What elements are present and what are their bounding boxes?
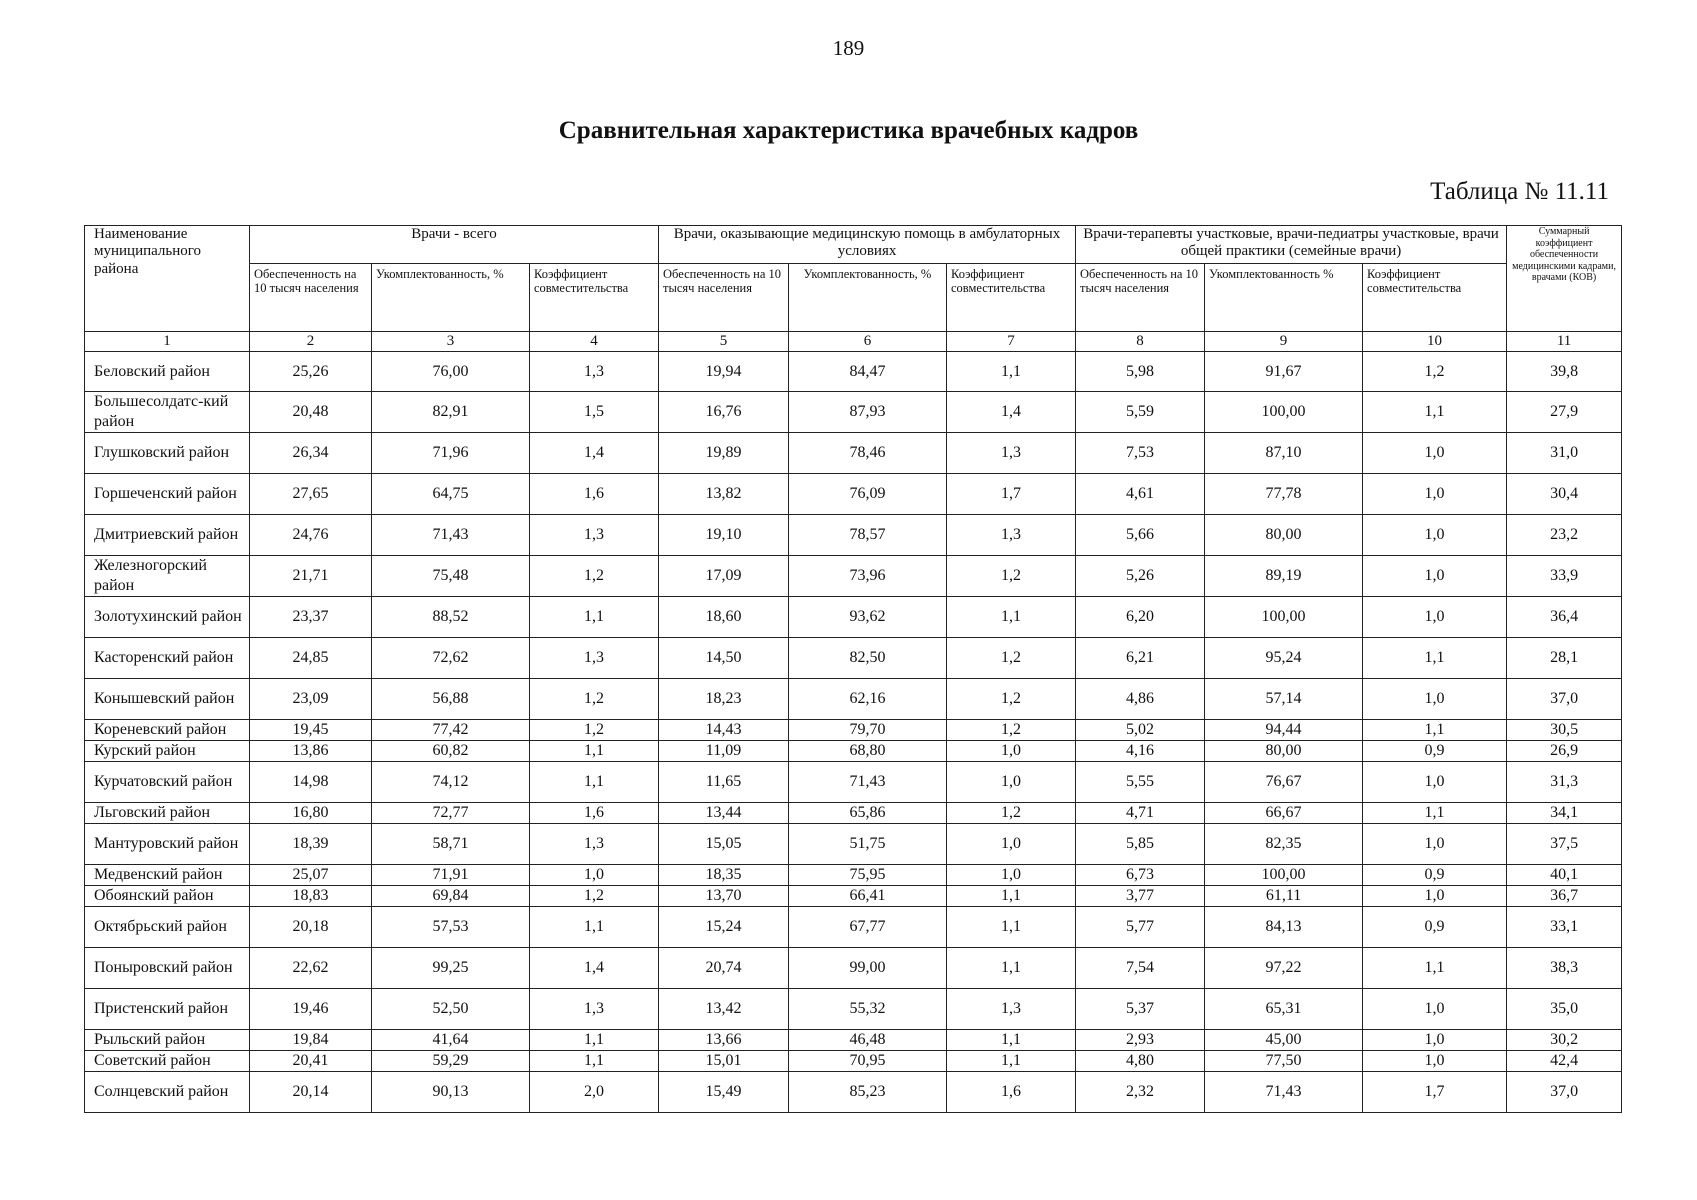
value-cell: 14,98 bbox=[250, 762, 372, 803]
value-cell: 1,6 bbox=[530, 474, 659, 515]
value-cell: 2,93 bbox=[1076, 1030, 1205, 1051]
value-cell: 1,7 bbox=[1363, 1072, 1507, 1113]
value-cell: 7,53 bbox=[1076, 433, 1205, 474]
value-cell: 1,2 bbox=[530, 720, 659, 741]
value-cell: 1,2 bbox=[947, 720, 1076, 741]
value-cell: 1,0 bbox=[1363, 1051, 1507, 1072]
value-cell: 77,50 bbox=[1205, 1051, 1363, 1072]
value-cell: 24,76 bbox=[250, 515, 372, 556]
district-name-cell: Мантуровский район bbox=[85, 824, 250, 865]
value-cell: 18,83 bbox=[250, 886, 372, 907]
value-cell: 1,1 bbox=[1363, 638, 1507, 679]
value-cell: 5,02 bbox=[1076, 720, 1205, 741]
table-row bbox=[85, 907, 1622, 948]
value-cell: 30,4 bbox=[1507, 474, 1622, 515]
value-cell: 18,39 bbox=[250, 824, 372, 865]
value-cell: 1,0 bbox=[1363, 597, 1507, 638]
value-cell: 72,62 bbox=[372, 638, 530, 679]
value-cell: 1,0 bbox=[947, 762, 1076, 803]
table-row bbox=[85, 803, 1622, 824]
value-cell: 27,65 bbox=[250, 474, 372, 515]
value-cell: 1,1 bbox=[530, 741, 659, 762]
value-cell: 5,98 bbox=[1076, 352, 1205, 392]
value-cell: 77,42 bbox=[372, 720, 530, 741]
value-cell: 20,18 bbox=[250, 907, 372, 948]
value-cell: 11,65 bbox=[659, 762, 789, 803]
table-row bbox=[85, 1051, 1622, 1072]
value-cell: 34,1 bbox=[1507, 803, 1622, 824]
subheader-coverage: Обеспеченность на 10 тысяч населения bbox=[659, 264, 789, 332]
value-cell: 3,77 bbox=[1076, 886, 1205, 907]
value-cell: 1,1 bbox=[947, 352, 1076, 392]
value-cell: 20,41 bbox=[250, 1051, 372, 1072]
subheader-staffing: Укомплектованность % bbox=[1205, 264, 1363, 332]
column-number: 9 bbox=[1205, 332, 1363, 352]
value-cell: 1,4 bbox=[530, 433, 659, 474]
value-cell: 1,0 bbox=[530, 865, 659, 886]
value-cell: 26,9 bbox=[1507, 741, 1622, 762]
table-row bbox=[85, 824, 1622, 865]
value-cell: 73,96 bbox=[789, 556, 947, 597]
value-cell: 1,0 bbox=[1363, 679, 1507, 720]
value-cell: 1,1 bbox=[530, 762, 659, 803]
value-cell: 93,62 bbox=[789, 597, 947, 638]
header-group-outpatient-doctors: Врачи, оказывающие медицинскую помощь в амбулаторных условиях bbox=[659, 226, 1076, 264]
value-cell: 1,0 bbox=[947, 824, 1076, 865]
value-cell: 24,85 bbox=[250, 638, 372, 679]
value-cell: 60,82 bbox=[372, 741, 530, 762]
value-cell: 15,49 bbox=[659, 1072, 789, 1113]
subheader-combination-ratio: Коэффициент совместительства bbox=[947, 264, 1076, 332]
value-cell: 33,1 bbox=[1507, 907, 1622, 948]
district-name-cell: Горшеченский район bbox=[85, 474, 250, 515]
value-cell: 1,3 bbox=[530, 824, 659, 865]
value-cell: 1,1 bbox=[530, 907, 659, 948]
value-cell: 1,1 bbox=[947, 1051, 1076, 1072]
value-cell: 37,0 bbox=[1507, 1072, 1622, 1113]
value-cell: 5,55 bbox=[1076, 762, 1205, 803]
value-cell: 1,1 bbox=[947, 597, 1076, 638]
value-cell: 30,2 bbox=[1507, 1030, 1622, 1051]
district-name-cell: Льговский район bbox=[85, 803, 250, 824]
value-cell: 15,01 bbox=[659, 1051, 789, 1072]
column-number: 6 bbox=[789, 332, 947, 352]
value-cell: 18,35 bbox=[659, 865, 789, 886]
value-cell: 71,91 bbox=[372, 865, 530, 886]
value-cell: 11,09 bbox=[659, 741, 789, 762]
value-cell: 75,48 bbox=[372, 556, 530, 597]
value-cell: 33,9 bbox=[1507, 556, 1622, 597]
value-cell: 22,62 bbox=[250, 948, 372, 989]
value-cell: 1,0 bbox=[947, 865, 1076, 886]
value-cell: 15,05 bbox=[659, 824, 789, 865]
value-cell: 76,67 bbox=[1205, 762, 1363, 803]
value-cell: 80,00 bbox=[1205, 741, 1363, 762]
value-cell: 19,10 bbox=[659, 515, 789, 556]
value-cell: 1,3 bbox=[947, 515, 1076, 556]
district-name-cell: Конышевский район bbox=[85, 679, 250, 720]
value-cell: 87,93 bbox=[789, 392, 947, 433]
value-cell: 19,89 bbox=[659, 433, 789, 474]
value-cell: 13,44 bbox=[659, 803, 789, 824]
value-cell: 20,14 bbox=[250, 1072, 372, 1113]
value-cell: 2,32 bbox=[1076, 1072, 1205, 1113]
value-cell: 1,1 bbox=[1363, 720, 1507, 741]
value-cell: 61,11 bbox=[1205, 886, 1363, 907]
value-cell: 56,88 bbox=[372, 679, 530, 720]
column-number: 11 bbox=[1507, 332, 1622, 352]
value-cell: 91,67 bbox=[1205, 352, 1363, 392]
value-cell: 1,1 bbox=[1363, 948, 1507, 989]
value-cell: 40,1 bbox=[1507, 865, 1622, 886]
value-cell: 1,6 bbox=[530, 803, 659, 824]
value-cell: 1,2 bbox=[947, 638, 1076, 679]
value-cell: 1,2 bbox=[530, 886, 659, 907]
value-cell: 76,00 bbox=[372, 352, 530, 392]
value-cell: 1,4 bbox=[947, 392, 1076, 433]
value-cell: 26,34 bbox=[250, 433, 372, 474]
value-cell: 1,3 bbox=[530, 515, 659, 556]
value-cell: 94,44 bbox=[1205, 720, 1363, 741]
value-cell: 1,1 bbox=[947, 1030, 1076, 1051]
value-cell: 5,59 bbox=[1076, 392, 1205, 433]
value-cell: 1,0 bbox=[1363, 886, 1507, 907]
value-cell: 4,71 bbox=[1076, 803, 1205, 824]
value-cell: 13,66 bbox=[659, 1030, 789, 1051]
value-cell: 4,86 bbox=[1076, 679, 1205, 720]
value-cell: 4,61 bbox=[1076, 474, 1205, 515]
value-cell: 13,70 bbox=[659, 886, 789, 907]
value-cell: 99,25 bbox=[372, 948, 530, 989]
value-cell: 82,50 bbox=[789, 638, 947, 679]
value-cell: 1,3 bbox=[530, 989, 659, 1030]
district-name-cell: Курский район bbox=[85, 741, 250, 762]
value-cell: 36,4 bbox=[1507, 597, 1622, 638]
subheader-staffing: Укомплектованность, % bbox=[372, 264, 530, 332]
column-number: 3 bbox=[372, 332, 530, 352]
value-cell: 6,73 bbox=[1076, 865, 1205, 886]
table-row bbox=[85, 556, 1622, 597]
value-cell: 1,0 bbox=[1363, 474, 1507, 515]
district-name-cell: Железногорский район bbox=[85, 556, 250, 597]
value-cell: 1,2 bbox=[1363, 352, 1507, 392]
column-number: 7 bbox=[947, 332, 1076, 352]
value-cell: 64,75 bbox=[372, 474, 530, 515]
value-cell: 35,0 bbox=[1507, 989, 1622, 1030]
value-cell: 76,09 bbox=[789, 474, 947, 515]
value-cell: 46,48 bbox=[789, 1030, 947, 1051]
value-cell: 59,29 bbox=[372, 1051, 530, 1072]
value-cell: 1,0 bbox=[1363, 433, 1507, 474]
subheader-coverage: Обеспеченность на 10 тысяч населения bbox=[250, 264, 372, 332]
value-cell: 25,07 bbox=[250, 865, 372, 886]
value-cell: 13,86 bbox=[250, 741, 372, 762]
staffing-table bbox=[84, 225, 1622, 1113]
value-cell: 1,2 bbox=[947, 556, 1076, 597]
value-cell: 1,1 bbox=[530, 1051, 659, 1072]
value-cell: 1,0 bbox=[1363, 989, 1507, 1030]
value-cell: 2,0 bbox=[530, 1072, 659, 1113]
value-cell: 1,3 bbox=[530, 638, 659, 679]
value-cell: 90,13 bbox=[372, 1072, 530, 1113]
value-cell: 62,16 bbox=[789, 679, 947, 720]
value-cell: 65,86 bbox=[789, 803, 947, 824]
value-cell: 23,09 bbox=[250, 679, 372, 720]
value-cell: 36,7 bbox=[1507, 886, 1622, 907]
value-cell: 37,0 bbox=[1507, 679, 1622, 720]
value-cell: 100,00 bbox=[1205, 392, 1363, 433]
document-title: Сравнительная характеристика врачебных кадров bbox=[558, 117, 1139, 144]
value-cell: 69,84 bbox=[372, 886, 530, 907]
value-cell: 100,00 bbox=[1205, 865, 1363, 886]
subheader-combination-ratio: Коэффициент совместительства bbox=[530, 264, 659, 332]
district-name-cell: Золотухинский район bbox=[85, 597, 250, 638]
value-cell: 0,9 bbox=[1363, 741, 1507, 762]
district-name-cell: Солнцевский район bbox=[85, 1072, 250, 1113]
value-cell: 1,1 bbox=[1363, 392, 1507, 433]
value-cell: 89,19 bbox=[1205, 556, 1363, 597]
value-cell: 25,26 bbox=[250, 352, 372, 392]
value-cell: 1,6 bbox=[947, 1072, 1076, 1113]
value-cell: 18,23 bbox=[659, 679, 789, 720]
district-name-cell: Большесолдатс-кий район bbox=[85, 392, 250, 433]
table-row bbox=[85, 741, 1622, 762]
value-cell: 82,91 bbox=[372, 392, 530, 433]
value-cell: 71,96 bbox=[372, 433, 530, 474]
value-cell: 1,7 bbox=[947, 474, 1076, 515]
header-district-name: Наименование муниципального района bbox=[85, 226, 250, 332]
table-row bbox=[85, 474, 1622, 515]
table-body bbox=[85, 352, 1622, 1113]
value-cell: 1,0 bbox=[1363, 515, 1507, 556]
value-cell: 0,9 bbox=[1363, 865, 1507, 886]
value-cell: 31,0 bbox=[1507, 433, 1622, 474]
value-cell: 15,24 bbox=[659, 907, 789, 948]
value-cell: 1,0 bbox=[1363, 1030, 1507, 1051]
value-cell: 5,85 bbox=[1076, 824, 1205, 865]
value-cell: 68,80 bbox=[789, 741, 947, 762]
value-cell: 84,13 bbox=[1205, 907, 1363, 948]
value-cell: 1,3 bbox=[947, 989, 1076, 1030]
value-cell: 1,1 bbox=[947, 886, 1076, 907]
table-row bbox=[85, 865, 1622, 886]
table-row bbox=[85, 989, 1622, 1030]
table-row bbox=[85, 886, 1622, 907]
value-cell: 0,9 bbox=[1363, 907, 1507, 948]
value-cell: 21,71 bbox=[250, 556, 372, 597]
value-cell: 100,00 bbox=[1205, 597, 1363, 638]
value-cell: 23,2 bbox=[1507, 515, 1622, 556]
table-row bbox=[85, 679, 1622, 720]
value-cell: 5,37 bbox=[1076, 989, 1205, 1030]
value-cell: 88,52 bbox=[372, 597, 530, 638]
value-cell: 19,45 bbox=[250, 720, 372, 741]
value-cell: 97,22 bbox=[1205, 948, 1363, 989]
value-cell: 19,94 bbox=[659, 352, 789, 392]
table-row bbox=[85, 352, 1622, 392]
table-row bbox=[85, 1072, 1622, 1113]
value-cell: 31,3 bbox=[1507, 762, 1622, 803]
value-cell: 78,46 bbox=[789, 433, 947, 474]
table-row bbox=[85, 948, 1622, 989]
value-cell: 67,77 bbox=[789, 907, 947, 948]
column-number: 1 bbox=[85, 332, 250, 352]
value-cell: 71,43 bbox=[1205, 1072, 1363, 1113]
value-cell: 52,50 bbox=[372, 989, 530, 1030]
value-cell: 77,78 bbox=[1205, 474, 1363, 515]
value-cell: 1,1 bbox=[947, 948, 1076, 989]
district-name-cell: Курчатовский район bbox=[85, 762, 250, 803]
value-cell: 95,24 bbox=[1205, 638, 1363, 679]
value-cell: 1,3 bbox=[947, 433, 1076, 474]
value-cell: 57,53 bbox=[372, 907, 530, 948]
value-cell: 1,1 bbox=[947, 907, 1076, 948]
value-cell: 5,66 bbox=[1076, 515, 1205, 556]
table-row bbox=[85, 762, 1622, 803]
value-cell: 6,20 bbox=[1076, 597, 1205, 638]
page-number: 189 bbox=[832, 36, 865, 60]
value-cell: 16,80 bbox=[250, 803, 372, 824]
header-group-doctors-total: Врачи - всего bbox=[250, 226, 659, 264]
value-cell: 79,70 bbox=[789, 720, 947, 741]
value-cell: 18,60 bbox=[659, 597, 789, 638]
table-row bbox=[85, 1030, 1622, 1051]
value-cell: 5,26 bbox=[1076, 556, 1205, 597]
district-name-cell: Поныровский район bbox=[85, 948, 250, 989]
value-cell: 1,0 bbox=[947, 741, 1076, 762]
table-row bbox=[85, 515, 1622, 556]
value-cell: 66,67 bbox=[1205, 803, 1363, 824]
value-cell: 1,1 bbox=[1363, 803, 1507, 824]
value-cell: 1,2 bbox=[530, 679, 659, 720]
district-name-cell: Глушковский район bbox=[85, 433, 250, 474]
district-name-cell: Советский район bbox=[85, 1051, 250, 1072]
value-cell: 19,46 bbox=[250, 989, 372, 1030]
value-cell: 5,77 bbox=[1076, 907, 1205, 948]
value-cell: 85,23 bbox=[789, 1072, 947, 1113]
value-cell: 23,37 bbox=[250, 597, 372, 638]
value-cell: 30,5 bbox=[1507, 720, 1622, 741]
value-cell: 87,10 bbox=[1205, 433, 1363, 474]
value-cell: 20,74 bbox=[659, 948, 789, 989]
value-cell: 4,16 bbox=[1076, 741, 1205, 762]
value-cell: 1,2 bbox=[530, 556, 659, 597]
district-name-cell: Рыльский район bbox=[85, 1030, 250, 1051]
value-cell: 74,12 bbox=[372, 762, 530, 803]
district-name-cell: Октябрьский район bbox=[85, 907, 250, 948]
column-number: 8 bbox=[1076, 332, 1205, 352]
value-cell: 66,41 bbox=[789, 886, 947, 907]
value-cell: 55,32 bbox=[789, 989, 947, 1030]
value-cell: 13,42 bbox=[659, 989, 789, 1030]
value-cell: 1,5 bbox=[530, 392, 659, 433]
subheader-staffing: Укомплектованность, % bbox=[789, 264, 947, 332]
value-cell: 1,2 bbox=[947, 803, 1076, 824]
column-number: 4 bbox=[530, 332, 659, 352]
subheader-coverage: Обеспеченность на 10 тысяч населения bbox=[1076, 264, 1205, 332]
value-cell: 14,43 bbox=[659, 720, 789, 741]
value-cell: 1,2 bbox=[947, 679, 1076, 720]
value-cell: 51,75 bbox=[789, 824, 947, 865]
value-cell: 72,77 bbox=[372, 803, 530, 824]
value-cell: 41,64 bbox=[372, 1030, 530, 1051]
value-cell: 99,00 bbox=[789, 948, 947, 989]
district-name-cell: Дмитриевский район bbox=[85, 515, 250, 556]
value-cell: 70,95 bbox=[789, 1051, 947, 1072]
value-cell: 27,9 bbox=[1507, 392, 1622, 433]
value-cell: 84,47 bbox=[789, 352, 947, 392]
value-cell: 14,50 bbox=[659, 638, 789, 679]
district-name-cell: Пристенский район bbox=[85, 989, 250, 1030]
value-cell: 42,4 bbox=[1507, 1051, 1622, 1072]
table-caption: Таблица № 11.11 bbox=[1430, 178, 1609, 205]
district-name-cell: Беловский район bbox=[85, 352, 250, 392]
value-cell: 71,43 bbox=[372, 515, 530, 556]
district-name-cell: Обоянский район bbox=[85, 886, 250, 907]
value-cell: 75,95 bbox=[789, 865, 947, 886]
value-cell: 39,8 bbox=[1507, 352, 1622, 392]
value-cell: 71,43 bbox=[789, 762, 947, 803]
value-cell: 13,82 bbox=[659, 474, 789, 515]
value-cell: 4,80 bbox=[1076, 1051, 1205, 1072]
value-cell: 1,0 bbox=[1363, 824, 1507, 865]
value-cell: 20,48 bbox=[250, 392, 372, 433]
district-name-cell: Медвенский район bbox=[85, 865, 250, 886]
table-row bbox=[85, 597, 1622, 638]
table-row bbox=[85, 433, 1622, 474]
table-row bbox=[85, 720, 1622, 741]
value-cell: 1,1 bbox=[530, 1030, 659, 1051]
value-cell: 19,84 bbox=[250, 1030, 372, 1051]
value-cell: 65,31 bbox=[1205, 989, 1363, 1030]
value-cell: 78,57 bbox=[789, 515, 947, 556]
value-cell: 1,0 bbox=[1363, 556, 1507, 597]
value-cell: 57,14 bbox=[1205, 679, 1363, 720]
subheader-combination-ratio: Коэффициент совместительства bbox=[1363, 264, 1507, 332]
value-cell: 16,76 bbox=[659, 392, 789, 433]
value-cell: 80,00 bbox=[1205, 515, 1363, 556]
value-cell: 1,3 bbox=[530, 352, 659, 392]
column-number: 2 bbox=[250, 332, 372, 352]
value-cell: 6,21 bbox=[1076, 638, 1205, 679]
value-cell: 82,35 bbox=[1205, 824, 1363, 865]
district-name-cell: Кореневский район bbox=[85, 720, 250, 741]
column-number-row bbox=[85, 332, 1622, 352]
header-group-district-doctors: Врачи-терапевты участковые, врачи-педиатры участковые, врачи общей практики (семейные врачи) bbox=[1076, 226, 1507, 264]
district-name-cell: Касторенский район bbox=[85, 638, 250, 679]
value-cell: 1,4 bbox=[530, 948, 659, 989]
value-cell: 28,1 bbox=[1507, 638, 1622, 679]
column-number: 5 bbox=[659, 332, 789, 352]
header-kov: Суммарный коэффициент обеспеченности медицинскими кадрами, врачами (КОВ) bbox=[1507, 226, 1622, 332]
table-row bbox=[85, 638, 1622, 679]
value-cell: 45,00 bbox=[1205, 1030, 1363, 1051]
column-number: 10 bbox=[1363, 332, 1507, 352]
value-cell: 38,3 bbox=[1507, 948, 1622, 989]
value-cell: 17,09 bbox=[659, 556, 789, 597]
value-cell: 1,0 bbox=[1363, 762, 1507, 803]
table-row bbox=[85, 392, 1622, 433]
value-cell: 58,71 bbox=[372, 824, 530, 865]
value-cell: 1,1 bbox=[530, 597, 659, 638]
value-cell: 7,54 bbox=[1076, 948, 1205, 989]
value-cell: 37,5 bbox=[1507, 824, 1622, 865]
